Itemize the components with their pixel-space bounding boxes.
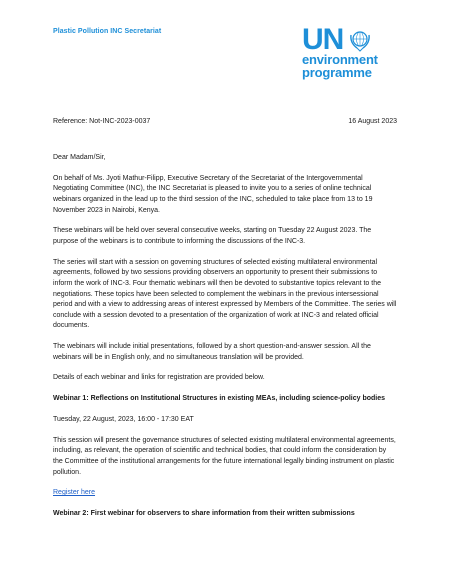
un-laurel-emblem-icon [347,27,373,53]
paragraph-details: Details of each webinar and links for registration are provided below. [53,374,265,382]
paragraph-schedule: These webinars will be held over several consecutive weeks, starting on Tuesday 22 August 2023. The purpose of the webinars is to contribute to informing the discussions of the INC-3. [53,227,372,245]
webinar-1-time: Tuesday, 22 August, 2023, 16:00 - 17:30 EAT [53,416,194,423]
salutation: Dear Madam/Sir, [53,154,106,161]
logo-programme-text: programme [302,65,372,80]
webinar-1-heading: Webinar 1: Reflections on Institutional Structures in existing MEAs, including science-policy bodies [53,395,386,403]
webinar-1-description: This session will present the governance structures of selected existing multilateral environmental agreements, including, as relevant, the operation of scientific and technical bodies, that could inform the consideration by the Committee of the institutional arrangements for the future international legally binding instrument on plastic pollution. [53,436,396,476]
unep-logo [302,23,398,80]
paragraph-series: The series will start with a session on governing structures of selected existing multilateral environmental agreements, followed by two sessions providing observers an opportunity to present their submissions to inform the work of INC-3. Four thematic webinars will then be devoted to substantive topics relevant to the negotiations. These topics have been selected to complement the webinars in the previous intersessional period and with a view to addressing areas of interest expressed by Members of the Committee. The series will conclude with a session devoted to a presentation of the organization of work at INC-3 and related official documents. [53,258,397,330]
logo-environment-text: environment [302,52,378,67]
letter-date: 16 August 2023 [348,118,397,125]
webinar-1-register-link[interactable]: Register here [53,489,96,497]
reference-number: Reference: Not-INC-2023-0037 [53,118,151,125]
webinar-2-heading: Webinar 2: First webinar for observers to share information from their written submissions [53,510,355,518]
paragraph-intro: On behalf of Ms. Jyoti Mathur-Filipp, Executive Secretary of the Secretariat of the Intergovernmental Negotiating Committee (INC), the INC Secretariat is pleased to invite you to a series of online technical webinars organized in the lead up to the third session of the INC, scheduled to take place from 13 to 19 November 2023 in Nairobi, Kenya. [53,174,373,214]
letter-body [53,153,397,530]
secretariat-name: Plastic Pollution INC Secretariat [53,28,162,35]
paragraph-format: The webinars will include initial presentations, followed by a short question-and-answer session. All the webinars will be in English only, and no simultaneous translation will be provided. [53,343,371,361]
logo-un-text: UN [302,23,344,56]
